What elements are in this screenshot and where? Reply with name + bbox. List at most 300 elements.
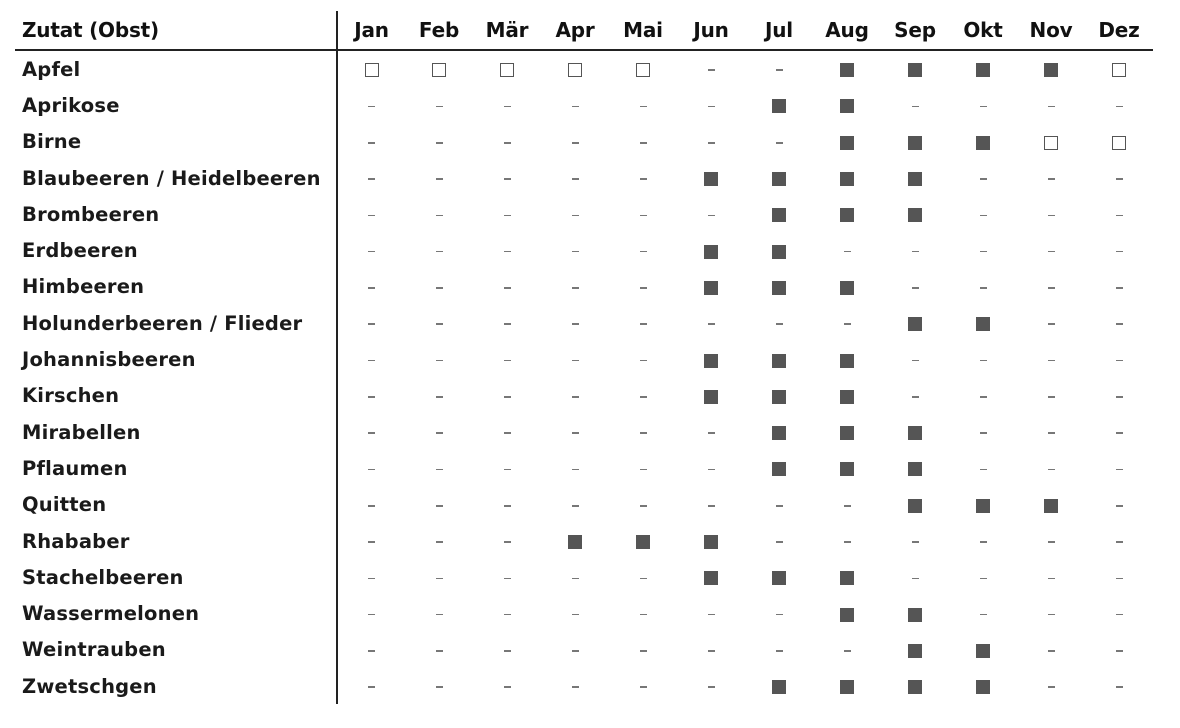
month-header: Jun (677, 11, 745, 50)
no-season-dash (640, 251, 647, 253)
table-row (15, 232, 1153, 268)
month-cell (609, 87, 677, 123)
full-season-marker (908, 462, 922, 476)
month-cell (473, 232, 541, 268)
no-season-dash (1048, 178, 1055, 180)
month-cell (609, 305, 677, 341)
month-cell (745, 160, 813, 196)
month-cell (473, 632, 541, 668)
month-cell (1017, 632, 1085, 668)
no-season-dash (436, 178, 443, 180)
no-season-dash (368, 686, 375, 688)
month-cell (1017, 559, 1085, 595)
partial-season-marker (500, 63, 514, 77)
no-season-dash (1048, 360, 1055, 362)
month-cell (677, 559, 745, 595)
month-cell (405, 124, 473, 160)
no-season-dash (1116, 396, 1123, 398)
no-season-dash (436, 215, 443, 217)
month-cell (473, 87, 541, 123)
month-cell (949, 160, 1017, 196)
month-cell (745, 414, 813, 450)
no-season-dash (368, 142, 375, 144)
month-cell (1085, 378, 1153, 414)
table-row (15, 523, 1153, 559)
partial-season-marker (636, 63, 650, 77)
month-cell (473, 196, 541, 232)
no-season-dash (1116, 106, 1123, 108)
full-season-marker (1044, 499, 1058, 513)
month-cell (1017, 487, 1085, 523)
no-season-dash (776, 69, 783, 71)
no-season-dash (640, 215, 647, 217)
no-season-dash (504, 142, 511, 144)
full-season-marker (704, 535, 718, 549)
no-season-dash (504, 469, 511, 471)
full-season-marker (704, 571, 718, 585)
month-cell (677, 450, 745, 486)
full-season-marker (704, 390, 718, 404)
full-season-marker (704, 354, 718, 368)
full-season-marker (840, 99, 854, 113)
no-season-dash (912, 541, 919, 543)
month-cell (949, 50, 1017, 87)
fruit-name: Blaubeeren / Heidelbeeren (15, 160, 337, 196)
month-cell (881, 305, 949, 341)
month-cell (1017, 232, 1085, 268)
no-season-dash (1048, 287, 1055, 289)
month-cell (745, 487, 813, 523)
full-season-marker (772, 245, 786, 259)
no-season-dash (708, 469, 715, 471)
month-cell (881, 450, 949, 486)
no-season-dash (980, 432, 987, 434)
month-cell (405, 50, 473, 87)
month-cell (541, 378, 609, 414)
month-cell (337, 595, 405, 631)
month-cell (881, 50, 949, 87)
month-cell (337, 232, 405, 268)
no-season-dash (708, 686, 715, 688)
month-cell (609, 487, 677, 523)
month-cell (677, 341, 745, 377)
month-cell (813, 632, 881, 668)
month-cell (405, 378, 473, 414)
full-season-marker (908, 680, 922, 694)
no-season-dash (708, 505, 715, 507)
month-cell (473, 668, 541, 704)
no-season-dash (572, 360, 579, 362)
month-cell (405, 632, 473, 668)
full-season-marker (704, 281, 718, 295)
full-season-marker (772, 571, 786, 585)
month-cell (677, 305, 745, 341)
month-cell (1085, 632, 1153, 668)
month-cell (745, 378, 813, 414)
month-cell (609, 196, 677, 232)
no-season-dash (640, 686, 647, 688)
no-season-dash (708, 650, 715, 652)
month-cell (1017, 341, 1085, 377)
no-season-dash (436, 469, 443, 471)
fruit-name: Apfel (15, 50, 337, 87)
no-season-dash (708, 106, 715, 108)
month-cell (1017, 124, 1085, 160)
no-season-dash (1116, 541, 1123, 543)
full-season-marker (772, 462, 786, 476)
fruit-name: Zwetschgen (15, 668, 337, 704)
month-cell (473, 487, 541, 523)
month-cell (609, 341, 677, 377)
month-header: Jul (745, 11, 813, 50)
header-row (15, 11, 1153, 50)
month-cell (677, 487, 745, 523)
month-cell (541, 196, 609, 232)
month-cell (609, 559, 677, 595)
month-cell (813, 668, 881, 704)
fruit-name: Kirschen (15, 378, 337, 414)
month-cell (473, 305, 541, 341)
month-cell (541, 595, 609, 631)
full-season-marker (908, 499, 922, 513)
full-season-marker (772, 172, 786, 186)
no-season-dash (504, 432, 511, 434)
month-cell (677, 50, 745, 87)
no-season-dash (368, 614, 375, 616)
month-cell (881, 414, 949, 450)
month-cell (745, 269, 813, 305)
month-cell (1017, 196, 1085, 232)
no-season-dash (1116, 686, 1123, 688)
month-header: Mai (609, 11, 677, 50)
no-season-dash (1116, 287, 1123, 289)
month-cell (609, 124, 677, 160)
no-season-dash (708, 432, 715, 434)
partial-season-marker (1112, 136, 1126, 150)
no-season-dash (504, 686, 511, 688)
month-cell (609, 160, 677, 196)
month-cell (337, 269, 405, 305)
fruit-name: Johannisbeeren (15, 341, 337, 377)
month-cell (1017, 305, 1085, 341)
no-season-dash (504, 251, 511, 253)
no-season-dash (368, 469, 375, 471)
no-season-dash (1116, 360, 1123, 362)
full-season-marker (840, 172, 854, 186)
month-cell (405, 160, 473, 196)
month-cell (337, 87, 405, 123)
month-cell (881, 595, 949, 631)
month-cell (337, 487, 405, 523)
month-cell (949, 378, 1017, 414)
month-cell (541, 523, 609, 559)
month-cell (881, 378, 949, 414)
month-header: Nov (1017, 11, 1085, 50)
month-cell (541, 305, 609, 341)
no-season-dash (572, 686, 579, 688)
partial-season-marker (568, 63, 582, 77)
no-season-dash (912, 396, 919, 398)
no-season-dash (504, 505, 511, 507)
month-cell (405, 305, 473, 341)
fruit-season-table (15, 11, 1153, 704)
month-cell (609, 632, 677, 668)
full-season-marker (772, 390, 786, 404)
no-season-dash (776, 541, 783, 543)
month-cell (337, 160, 405, 196)
no-season-dash (1116, 251, 1123, 253)
no-season-dash (912, 251, 919, 253)
no-season-dash (572, 178, 579, 180)
month-cell (949, 196, 1017, 232)
month-cell (677, 523, 745, 559)
no-season-dash (1048, 215, 1055, 217)
no-season-dash (844, 541, 851, 543)
full-season-marker (704, 172, 718, 186)
month-cell (1017, 378, 1085, 414)
month-cell (813, 87, 881, 123)
full-season-marker (840, 426, 854, 440)
full-season-marker (840, 63, 854, 77)
no-season-dash (640, 614, 647, 616)
month-cell (405, 196, 473, 232)
month-cell (813, 595, 881, 631)
month-cell (1085, 523, 1153, 559)
no-season-dash (572, 505, 579, 507)
full-season-marker (840, 571, 854, 585)
month-cell (745, 50, 813, 87)
no-season-dash (640, 505, 647, 507)
ingredient-column-header: Zutat (Obst) (15, 11, 337, 50)
month-cell (541, 632, 609, 668)
no-season-dash (436, 686, 443, 688)
no-season-dash (436, 432, 443, 434)
no-season-dash (640, 432, 647, 434)
full-season-marker (840, 390, 854, 404)
no-season-dash (436, 614, 443, 616)
no-season-dash (1116, 432, 1123, 434)
month-cell (405, 414, 473, 450)
no-season-dash (368, 578, 375, 580)
no-season-dash (436, 287, 443, 289)
no-season-dash (776, 142, 783, 144)
month-cell (609, 595, 677, 631)
no-season-dash (640, 360, 647, 362)
no-season-dash (436, 106, 443, 108)
month-cell (677, 87, 745, 123)
month-header: Feb (405, 11, 473, 50)
month-cell (813, 487, 881, 523)
month-cell (677, 232, 745, 268)
month-cell (541, 124, 609, 160)
no-season-dash (504, 650, 511, 652)
no-season-dash (844, 251, 851, 253)
month-cell (609, 378, 677, 414)
full-season-marker (840, 281, 854, 295)
no-season-dash (436, 505, 443, 507)
no-season-dash (1116, 178, 1123, 180)
month-cell (881, 160, 949, 196)
month-cell (473, 341, 541, 377)
fruit-name: Quitten (15, 487, 337, 523)
month-cell (745, 450, 813, 486)
month-cell (813, 50, 881, 87)
month-header: Aug (813, 11, 881, 50)
no-season-dash (368, 432, 375, 434)
no-season-dash (572, 251, 579, 253)
full-season-marker (976, 63, 990, 77)
partial-season-marker (365, 63, 379, 77)
full-season-marker (772, 426, 786, 440)
month-header: Jan (337, 11, 405, 50)
month-cell (337, 559, 405, 595)
full-season-marker (772, 99, 786, 113)
month-cell (541, 559, 609, 595)
no-season-dash (504, 323, 511, 325)
month-cell (541, 487, 609, 523)
no-season-dash (368, 650, 375, 652)
full-season-marker (908, 136, 922, 150)
full-season-marker (908, 608, 922, 622)
month-cell (813, 232, 881, 268)
no-season-dash (572, 650, 579, 652)
month-cell (881, 196, 949, 232)
month-cell (813, 269, 881, 305)
month-cell (541, 341, 609, 377)
table-row (15, 50, 1153, 87)
no-season-dash (572, 578, 579, 580)
no-season-dash (504, 287, 511, 289)
full-season-marker (772, 354, 786, 368)
full-season-marker (636, 535, 650, 549)
month-cell (881, 269, 949, 305)
month-cell (813, 414, 881, 450)
month-cell (813, 523, 881, 559)
no-season-dash (640, 469, 647, 471)
month-cell (1085, 50, 1153, 87)
table-row (15, 595, 1153, 631)
no-season-dash (844, 650, 851, 652)
month-cell (541, 232, 609, 268)
table-row (15, 378, 1153, 414)
month-cell (745, 559, 813, 595)
no-season-dash (980, 396, 987, 398)
no-season-dash (980, 178, 987, 180)
full-season-marker (908, 208, 922, 222)
partial-season-marker (432, 63, 446, 77)
no-season-dash (708, 323, 715, 325)
full-season-marker (1044, 63, 1058, 77)
no-season-dash (1048, 614, 1055, 616)
month-cell (473, 559, 541, 595)
no-season-dash (980, 106, 987, 108)
month-cell (677, 414, 745, 450)
month-cell (1085, 196, 1153, 232)
no-season-dash (1116, 323, 1123, 325)
no-season-dash (1116, 650, 1123, 652)
month-header: Mär (473, 11, 541, 50)
no-season-dash (980, 251, 987, 253)
month-cell (881, 559, 949, 595)
full-season-marker (840, 208, 854, 222)
month-cell (337, 668, 405, 704)
month-cell (609, 269, 677, 305)
no-season-dash (504, 106, 511, 108)
month-cell (473, 378, 541, 414)
month-cell (813, 450, 881, 486)
table-body (15, 50, 1153, 704)
full-season-marker (976, 499, 990, 513)
month-cell (609, 450, 677, 486)
no-season-dash (640, 650, 647, 652)
month-header: Apr (541, 11, 609, 50)
no-season-dash (980, 469, 987, 471)
month-cell (1017, 668, 1085, 704)
no-season-dash (980, 287, 987, 289)
month-cell (1017, 414, 1085, 450)
month-cell (677, 124, 745, 160)
month-cell (677, 196, 745, 232)
no-season-dash (504, 360, 511, 362)
month-cell (677, 160, 745, 196)
no-season-dash (572, 614, 579, 616)
table-row (15, 559, 1153, 595)
month-cell (405, 559, 473, 595)
no-season-dash (776, 650, 783, 652)
month-cell (949, 87, 1017, 123)
month-cell (881, 124, 949, 160)
no-season-dash (504, 614, 511, 616)
month-cell (677, 269, 745, 305)
no-season-dash (572, 432, 579, 434)
month-cell (405, 232, 473, 268)
month-cell (1017, 87, 1085, 123)
month-cell (677, 595, 745, 631)
no-season-dash (1048, 396, 1055, 398)
full-season-marker (772, 208, 786, 222)
no-season-dash (368, 178, 375, 180)
table-row (15, 196, 1153, 232)
month-cell (949, 414, 1017, 450)
no-season-dash (640, 106, 647, 108)
table-row (15, 305, 1153, 341)
month-cell (1017, 50, 1085, 87)
month-cell (745, 87, 813, 123)
month-cell (881, 341, 949, 377)
no-season-dash (1048, 106, 1055, 108)
month-cell (541, 450, 609, 486)
month-cell (405, 450, 473, 486)
no-season-dash (572, 469, 579, 471)
no-season-dash (980, 578, 987, 580)
no-season-dash (1116, 469, 1123, 471)
table-row (15, 160, 1153, 196)
month-cell (881, 668, 949, 704)
no-season-dash (844, 505, 851, 507)
fruit-name: Holunderbeeren / Flieder (15, 305, 337, 341)
month-cell (949, 124, 1017, 160)
month-cell (473, 450, 541, 486)
table-row (15, 341, 1153, 377)
no-season-dash (1048, 650, 1055, 652)
month-cell (609, 50, 677, 87)
no-season-dash (1048, 432, 1055, 434)
no-season-dash (1116, 578, 1123, 580)
month-cell (1085, 341, 1153, 377)
no-season-dash (504, 178, 511, 180)
month-cell (745, 632, 813, 668)
month-cell (813, 196, 881, 232)
